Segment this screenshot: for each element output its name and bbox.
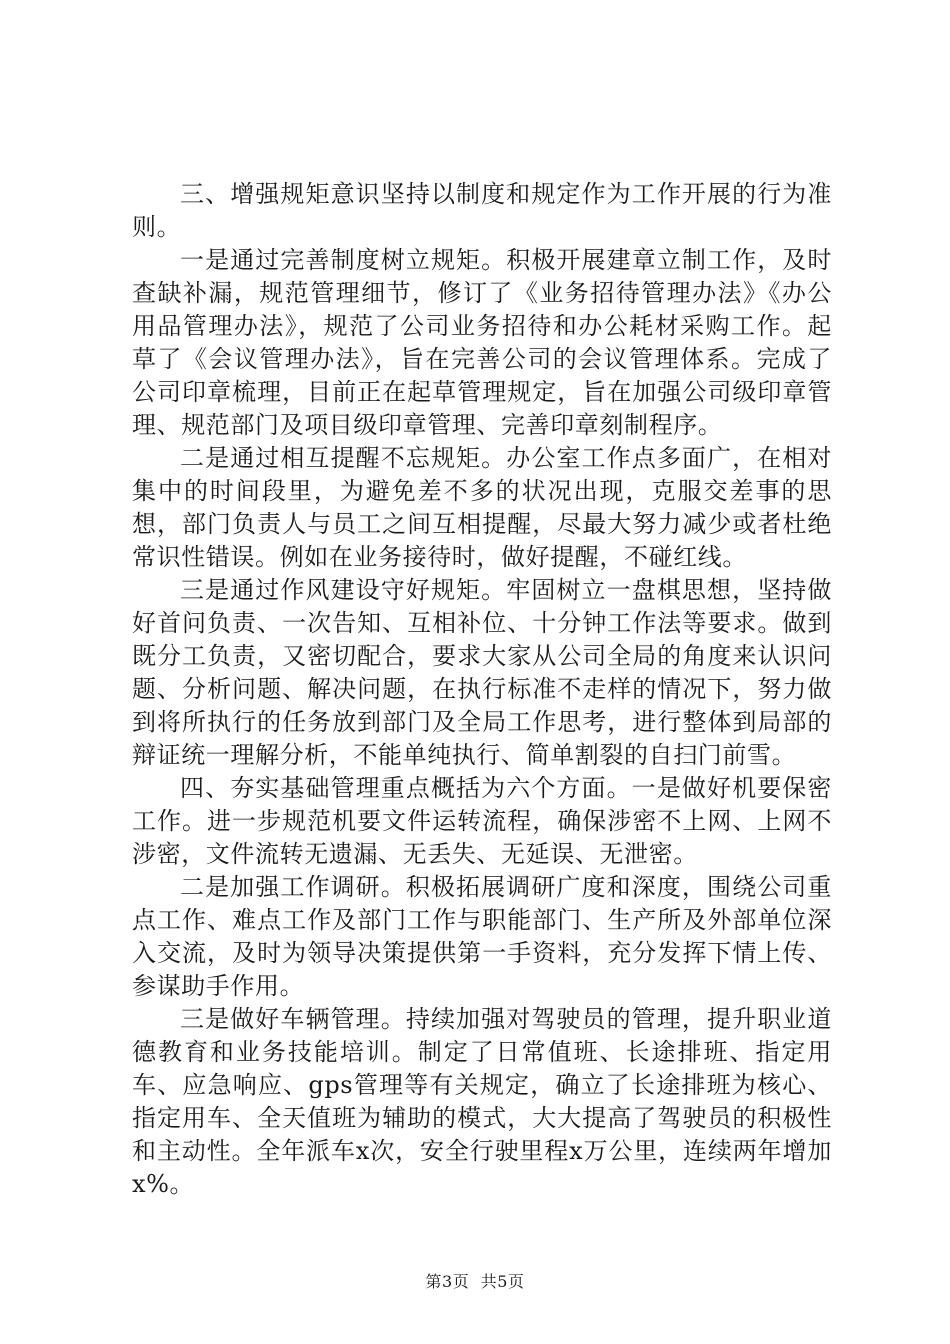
paragraph-vehicle-management: 三是做好车辆管理。持续加强对驾驶员的管理，提升职业道德教育和业务技能培训。制定了日常值班、长途排班、指定用车、应急响应、gps管理等有关规定，确立了长途排班为核心、指定用车、全天值班为辅助的模式，大大提高了驾驶员的积极性和主动性。全年派车x次，安全行驶里程x万公里，连续两年增加x%。 xyxy=(132,1005,832,1198)
page-number: 第3页 xyxy=(425,1272,470,1291)
paragraph-rules-by-system: 一是通过完善制度树立规矩。积极开展建章立制工作，及时查缺补漏，规范管理细节，修订了《业务招待管理办法》《办公用品管理办法》，规范了公司业务招待和办公耗材采购工作。起草了《会议管理办法》，旨在完善公司的会议管理体系。完成了公司印章梳理，目前正在起草管理规定，旨在加强公司级印章管理、规范部门及项目级印章管理、完善印章刻制程序。 xyxy=(132,246,832,439)
page-footer xyxy=(0,1272,950,1292)
paragraph-mutual-reminder: 二是通过相互提醒不忘规矩。办公室工作点多面广，在相对集中的时间段里，为避免差不多的状况出现，克服交差事的思想，部门负责人与员工之间互相提醒，尽最大努力减少或者杜绝常识性错误。例如在业务接待时，做好提醒，不碰红线。 xyxy=(132,444,832,571)
paragraph-section-four-heading: 四、夯实基础管理重点概括为六个方面。一是做好机要保密工作。进一步规范机要文件运转流程，确保涉密不上网、上网不涉密，文件流转无遗漏、无丢失、无延误、无泄密。 xyxy=(132,774,832,868)
paragraph-work-style: 三是通过作风建设守好规矩。牢固树立一盘棋思想，坚持做好首问负责、一次告知、互相补位、十分钟工作法等要求。做到既分工负责，又密切配合，要求大家从公司全局的角度来认识问题、分析问题、解决问题，在执行标准不走样的情况下，努力做到将所执行的任务放到部门及全局工作思考，进行整体到局部的辩证统一理解分析，不能单纯执行、简单割裂的自扫门前雪。 xyxy=(132,576,832,769)
paragraph-section-three-heading: 三、增强规矩意识坚持以制度和规定作为工作开展的行为准则。 xyxy=(132,180,832,241)
page-total: 共5页 xyxy=(480,1272,525,1291)
paragraph-research: 二是加强工作调研。积极拓展调研广度和深度，围绕公司重点工作、难点工作及部门工作与职能部门、生产所及外部单位深入交流，及时为领导决策提供第一手资料，充分发挥下情上传、参谋助手作用。 xyxy=(132,873,832,1000)
document-body xyxy=(132,178,832,1201)
